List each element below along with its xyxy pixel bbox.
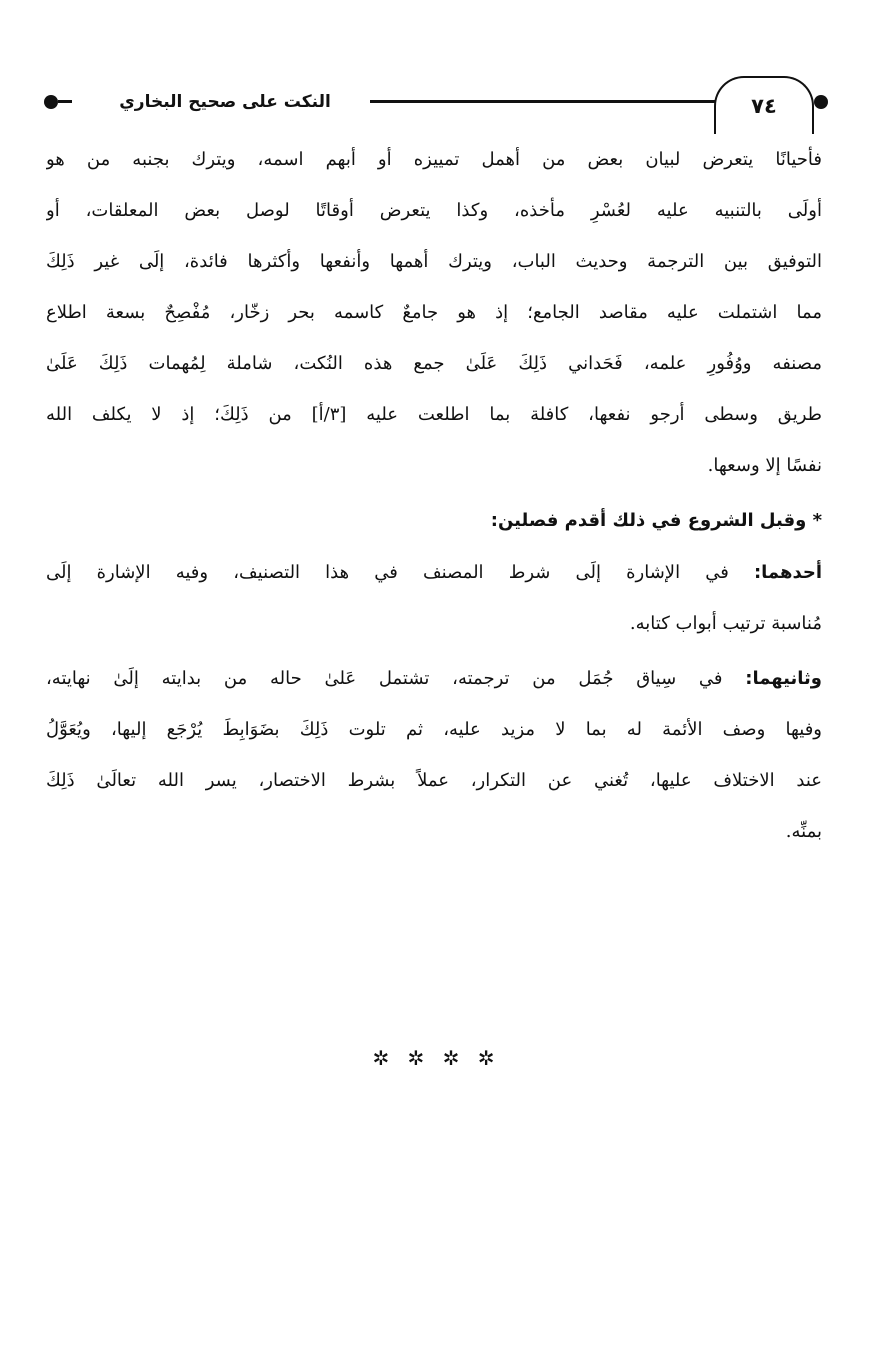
text-line: التوفيق بين الترجمة وحديث الباب، ويترك أهمها وأنفعها وأكثرها فائدة، إلَى غير ذَلِكَ [46,251,822,272]
second-chapter-label: وثانيهما: [745,668,822,689]
first-chapter-text: في الإشارة إلَى شرط المصنف في هذا التصنيف، وفيه الإشارة إلَى [46,562,729,583]
text-line: أولَى بالتنبيه عليه لعُسْرِ مأخذه، وكذا يتعرض أوقاتًا لوصل بعض المعلقات، أو [46,200,822,221]
section-end-ornament: ✲ ✲ ✲ ✲ [372,1046,501,1070]
text-line: بمنِّه. [785,821,822,842]
ornament-dot-left [44,95,58,109]
page-number: ٧٤ [751,94,777,118]
text-line: نفسًا إلا وسعها. [707,455,822,476]
book-title: النكت على صحيح البخاري [119,92,331,112]
text-line: فأحيانًا يتعرض لبيان بعض من أهمل تمييزه أو أبهم اسمه، ويترك بجنبه من هو [46,149,822,170]
text-line: عند الاختلاف عليها، تُغني عن التكرار، عملاً بشرط الاختصار، يسر الله تعالَىٰ ذَلِكَ [46,770,822,791]
text-line: مصنفه ووُفُورِ علمه، فَحَداني ذَلِكَ عَلَىٰ جمع هذه النُكت، شاملة لِمُهمات ذَلِكَ عَلَىٰ [46,353,822,374]
first-chapter-label: أحدهما: [753,562,822,583]
header-title-box [80,84,370,120]
text-line: مُناسبة ترتيب أبواب كتابه. [629,613,822,634]
ornament-dash-left [58,100,72,103]
section-heading: * وقبل الشروع في ذلك أقدم فصلين: [490,510,822,531]
text-line: مما اشتملت عليه مقاصد الجامع؛ إذ هو جامعٌ كاسمه بحر زخّار، مُفْصِحٌ بسعة اطلاع [46,302,822,323]
ornament-dot-right [814,95,828,109]
page-body [46,134,822,857]
page-number-tab [714,76,814,134]
text-line: طريق وسطى أرجو نفعها، كافلة بما اطلعت عليه [٣/أ] من ذَلِكَ؛ إذ لا يكلف الله [46,404,822,425]
second-chapter-text: في سِياق جُمَل من ترجمته، تشتمل عَلىٰ حاله من بدايته إلَىٰ نهايته، [46,668,723,689]
first-chapter-line [46,547,822,598]
second-chapter-line [46,653,822,704]
text-line: وفيها وصف الأئمة له بما لا مزيد عليه، ثم تلوت ذَلِكَ بضَوَابِطَ يُرْجَع إليها، ويُعَوَّلُ [46,719,822,740]
page-header [40,72,830,132]
